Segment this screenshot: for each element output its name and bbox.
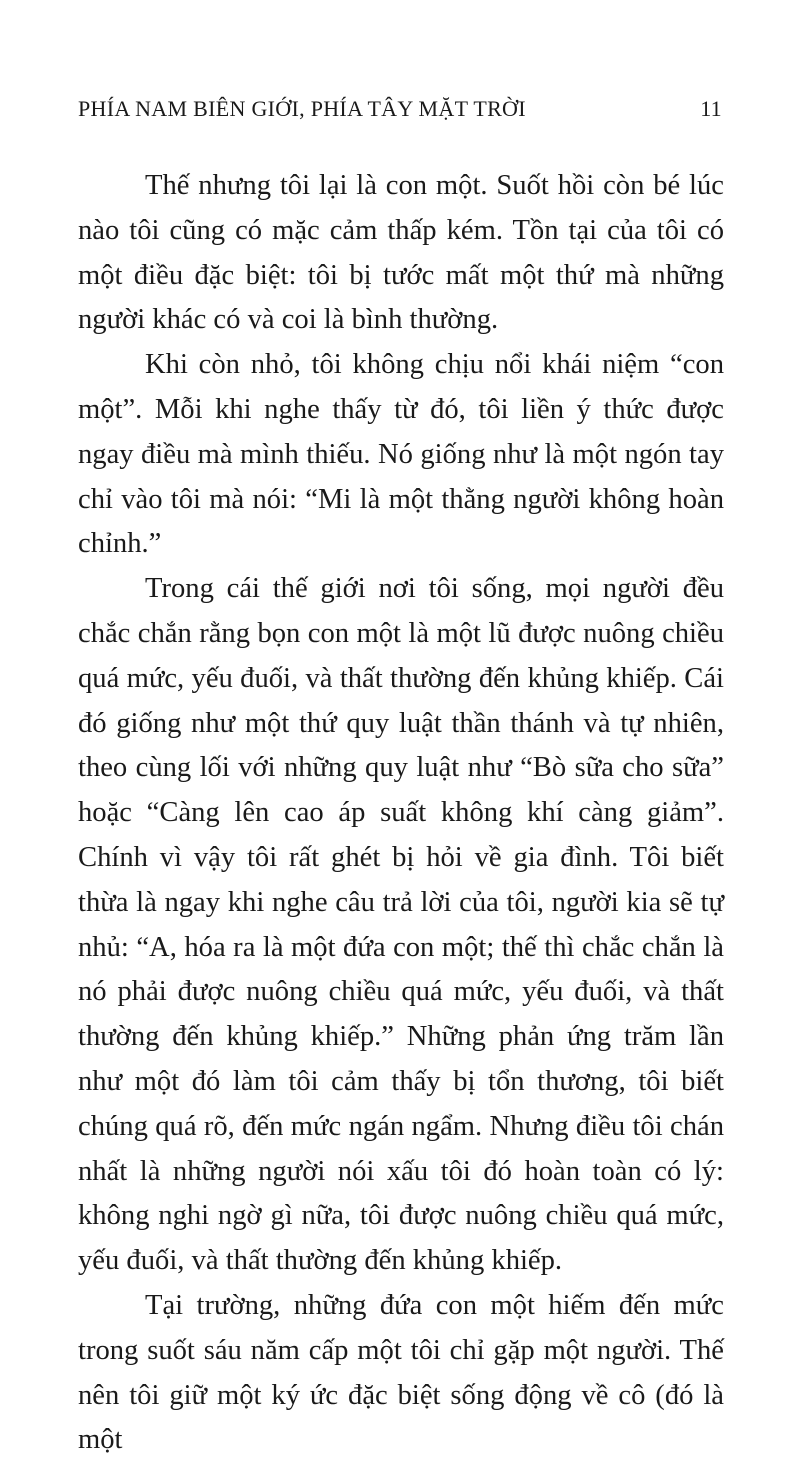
paragraph-1: Thế nhưng tôi lại là con một. Suốt hồi còn bé lúc nào tôi cũng có mặc cảm thấp kém. Tồn tại của tôi có một điều đặc biệt: tôi bị tước mất một thứ mà những người khác có và coi là bình thường. (78, 170, 724, 336)
paragraph-3: Trong cái thế giới nơi tôi sống, mọi người đều chắc chắn rằng bọn con một là một lũ được nuông chiều quá mức, yếu đuối, và thất thường đến khủng khiếp. Cái đó giống như một thứ quy luật thần thánh và tự nhiên, theo cùng lối với những quy luật như “Bò sữa cho sữa” hoặc “Càng lên cao áp suất không khí càng giảm”. Chính vì vậy tôi rất ghét bị hỏi về gia đình. Tôi biết thừa là ngay khi nghe câu trả lời của tôi, người kia sẽ tự nhủ: “A, hóa ra là một đứa con một; thế thì chắc chắn là nó phải được nuông chiều quá mức, yếu đuối, và thất thường đến khủng khiếp.” Những phản ứng trăm lần như một đó làm tôi cảm thấy bị tổn thương, tôi biết chúng quá rõ, đến mức ngán ngẩm. Nhưng điều tôi chán nhất là những người nói xấu tôi đó hoàn toàn có lý: không nghi ngờ gì nữa, tôi được nuông chiều quá mức, yếu đuối, và thất thường đến khủng khiếp. (78, 573, 724, 1277)
body-text (78, 164, 724, 1463)
running-title: PHÍA NAM BIÊN GIỚI, PHÍA TÂY MẶT TRỜI (78, 96, 526, 121)
running-head (78, 96, 722, 128)
paragraph-4: Tại trường, những đứa con một hiếm đến mức trong suốt sáu năm cấp một tôi chỉ gặp một người. Thế nên tôi giữ một ký ức đặc biệt sống động về cô (đó là một (78, 1289, 724, 1456)
paragraph-2: Khi còn nhỏ, tôi không chịu nổi khái niệm “con một”. Mỗi khi nghe thấy từ đó, tôi liền ý thức được ngay điều mà mình thiếu. Nó giống như là một ngón tay chỉ vào tôi mà nói: “Mi là một thằng người không hoàn chỉnh.” (78, 349, 724, 560)
page-number: 11 (700, 96, 722, 121)
